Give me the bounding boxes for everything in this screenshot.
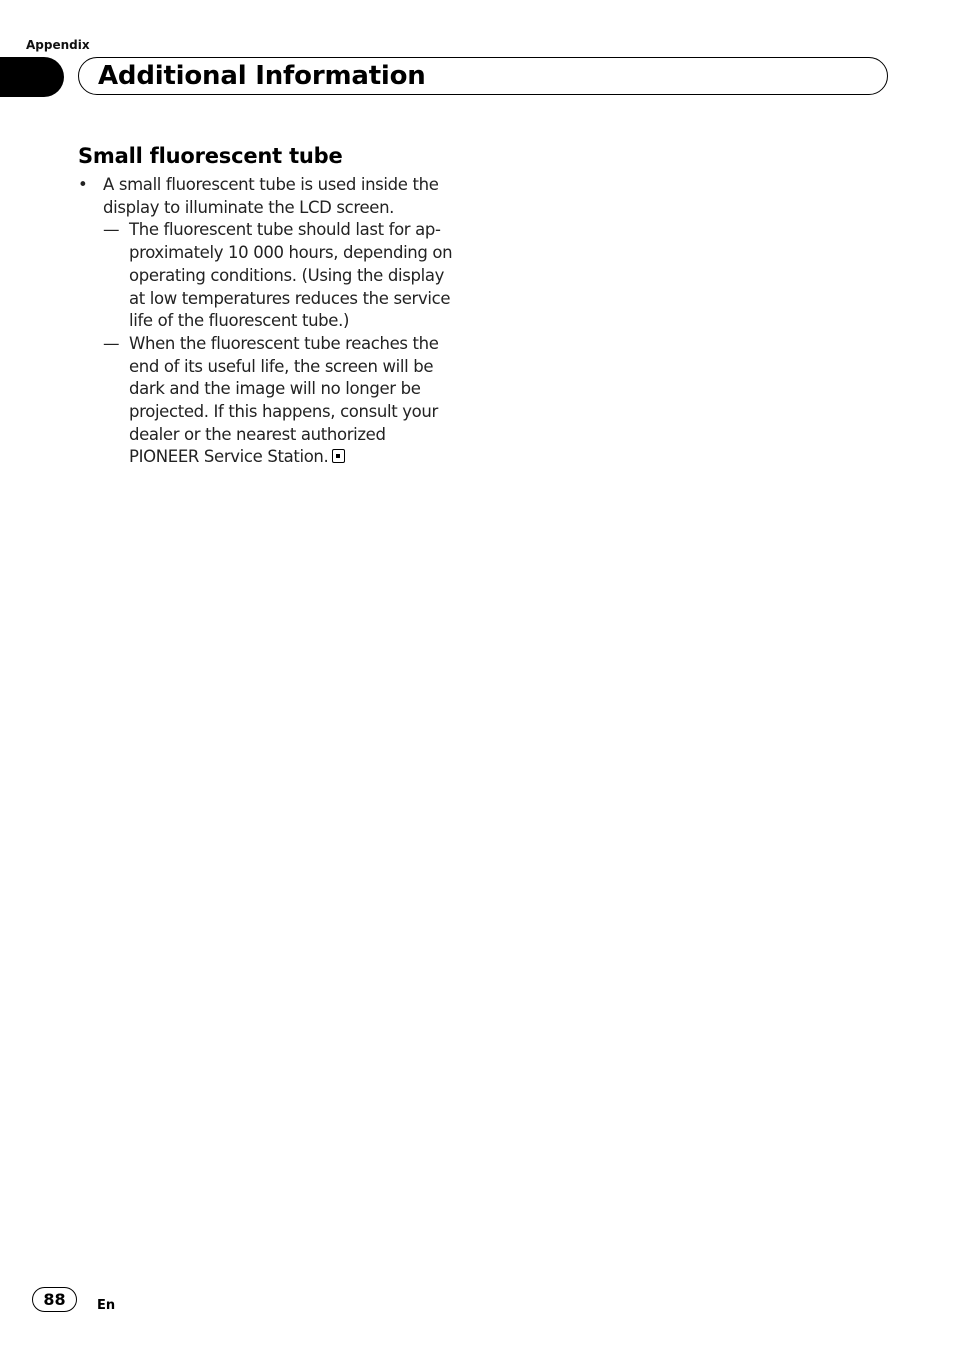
text-line: dark and the image will no longer be (129, 379, 421, 399)
text-line: dealer or the nearest authorized (129, 424, 386, 444)
text-line: projected. If this happens, consult your (129, 402, 438, 422)
text-line: proximately 10 000 hours, depending on (129, 243, 453, 263)
language-label: En (97, 1298, 116, 1313)
page-number: 88 (32, 1287, 77, 1312)
text-line: end of its useful life, the screen will be (129, 356, 434, 376)
chapter-title: Additional Information (98, 61, 426, 91)
section-title: Small fluorescent tube (78, 144, 343, 168)
dash-icon: — (103, 220, 120, 240)
chapter-header-bar (78, 57, 888, 95)
dash-icon: — (103, 333, 120, 353)
text-line: A small fluorescent tube is used inside the (103, 175, 439, 194)
dash-item (78, 333, 468, 469)
text-line: operating conditions. (Using the display (129, 265, 445, 285)
bullet-item (78, 174, 468, 219)
end-of-section-icon (332, 449, 345, 463)
text-line: When the fluorescent tube reaches the (129, 333, 439, 353)
bullet-icon: • (78, 175, 88, 194)
text-line: life of the fluorescent tube.) (129, 311, 350, 331)
text-line: display to illuminate the LCD screen. (103, 197, 395, 217)
text-line: PIONEER Service Station. (129, 447, 329, 467)
text-line: The fluorescent tube should last for ap- (129, 220, 441, 240)
text-line: at low temperatures reduces the service (129, 288, 451, 308)
section-tab-marker (0, 57, 64, 97)
dash-item (78, 219, 468, 333)
appendix-label: Appendix (26, 38, 90, 52)
text-line-last (129, 446, 468, 469)
main-content (78, 142, 468, 469)
